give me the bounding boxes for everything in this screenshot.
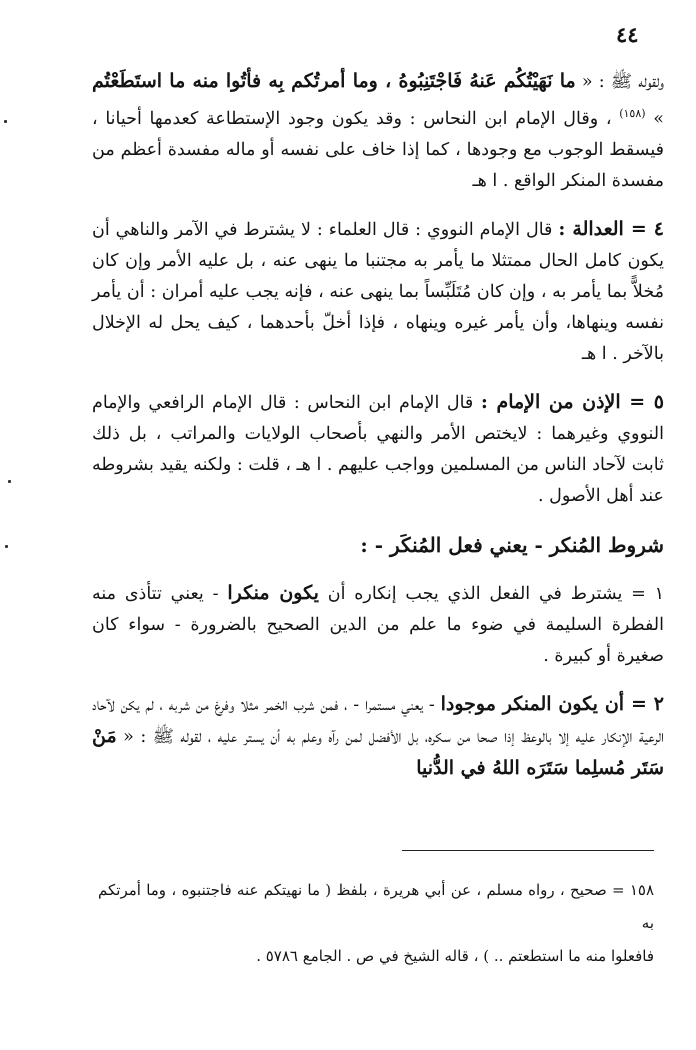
paragraph-text: - يعني تتأذى منه الفطرة السليمة في ضوء ما علم من الدين الصحيح بالضرورة - سواء كان صغيرة أو كبيرة . — [92, 583, 664, 666]
paragraph-text: ، وقال الإمام ابن النحاس : وقد يكون وجود الإستطاعة كعدمها أحيانا ، فيسقط الوجوب مع وجودها ، كما إذا خاف على نفسه أو ماله مفسدة أعظم من مفسدة المنكر الواقع . ا هـ — [92, 108, 664, 191]
condition-label: ٥ = الإذن من الإمام : — [480, 390, 664, 413]
paragraph-ability — [92, 66, 664, 197]
paragraph-text: - يعني مستمرا - ، فمن شرب الخمر مثلا وفرغ من شربه ، لم يكن لآحاد الرعية الإنكار عليه إلا بالوعظ إذا صحا من سكره، بل الأفضل لمن رآه وعلم به أن يستر عليه ، لقوله ﷺ : « — [92, 694, 664, 747]
footnote-line: فافعلوا منه ما استطعتم .. ) ، قاله الشيخ في ص . الجامع ٥٧٨٦ . — [256, 947, 654, 965]
bold-term: يكون منكرا — [227, 581, 319, 604]
condition-label: ٢ = أن يكون المنكر موجودا — [440, 692, 664, 715]
hadith-quote: ما نَهَيْتُكُم عَنهُ فَاجْتَنِبُوهُ ، وما أمرتُكم بِه فأتُوا منه ما استَطَعْتُم — [92, 70, 576, 92]
quote-intro: ولقوله ﷺ : « — [581, 72, 664, 92]
section-heading: شروط المُنكر - يعني فعل المُنكَر - : — [360, 532, 664, 557]
paragraph-text: قال الإمام ابن النحاس : قال الإمام الرافعي والإمام النووي وغيرهما : لايختص الأمر والنهي بأصحاب الولايات والمراتب ، بل ذلك ثابت لآحاد الناس من المسلمين وواجب عليهم . ا هـ ، قلت : ولكنه يقيد بشروطه عند أهل الأصول . — [92, 392, 664, 506]
footnote — [98, 874, 654, 973]
condition-label: ٤ = العدالة : — [558, 217, 664, 240]
hadith-quote: مَنْ سَتَر مُسلِما سَتَرَه اللهُ في الدُّنيا — [92, 724, 664, 779]
footnote-line: ١٥٨ = صحيح ، رواه مسلم ، عن أبي هريرة ، بلفظ ( ما نهيتكم عنه فاجتنبوه ، وما أمرتكم به — [98, 881, 654, 932]
scan-mark — [5, 545, 8, 548]
page-number: ٤٤ — [616, 22, 639, 47]
paragraph-permission — [92, 387, 664, 512]
footnote-divider — [402, 850, 654, 851]
scan-mark — [4, 120, 7, 123]
footnote-reference: (١٥٨) — [619, 107, 646, 120]
quote-close: » — [653, 108, 664, 129]
scan-mark — [8, 480, 11, 483]
paragraph-text: قال الإمام النووي : قال العلماء : لا يشترط في الآمر والناهي أن يكون كامل الحال ممتثلا ما يأمر به مجتنبا ما ينهى عنه ، بل عليه الأمر وإن كان مُخلاًّ بما يأمر به ، وإن كان مُتَلَبِّساً بما ينهى عنه ، فإنه يجب عليه أمران : أن يأمر نفسه وينهاها، وأن يأمر غيره وينهاه ، فإذا أخلّ بأحدهما ، كيف يحل له الإخلال بالآخر . ا هـ — [92, 219, 664, 364]
paragraph-condition-one — [92, 578, 664, 672]
main-text — [92, 66, 664, 785]
paragraph-justice — [92, 214, 664, 370]
paragraph-condition-two — [92, 689, 664, 785]
paragraph-prefix: ١ = يشترط في الفعل الذي يجب إنكاره أن — [327, 583, 664, 604]
